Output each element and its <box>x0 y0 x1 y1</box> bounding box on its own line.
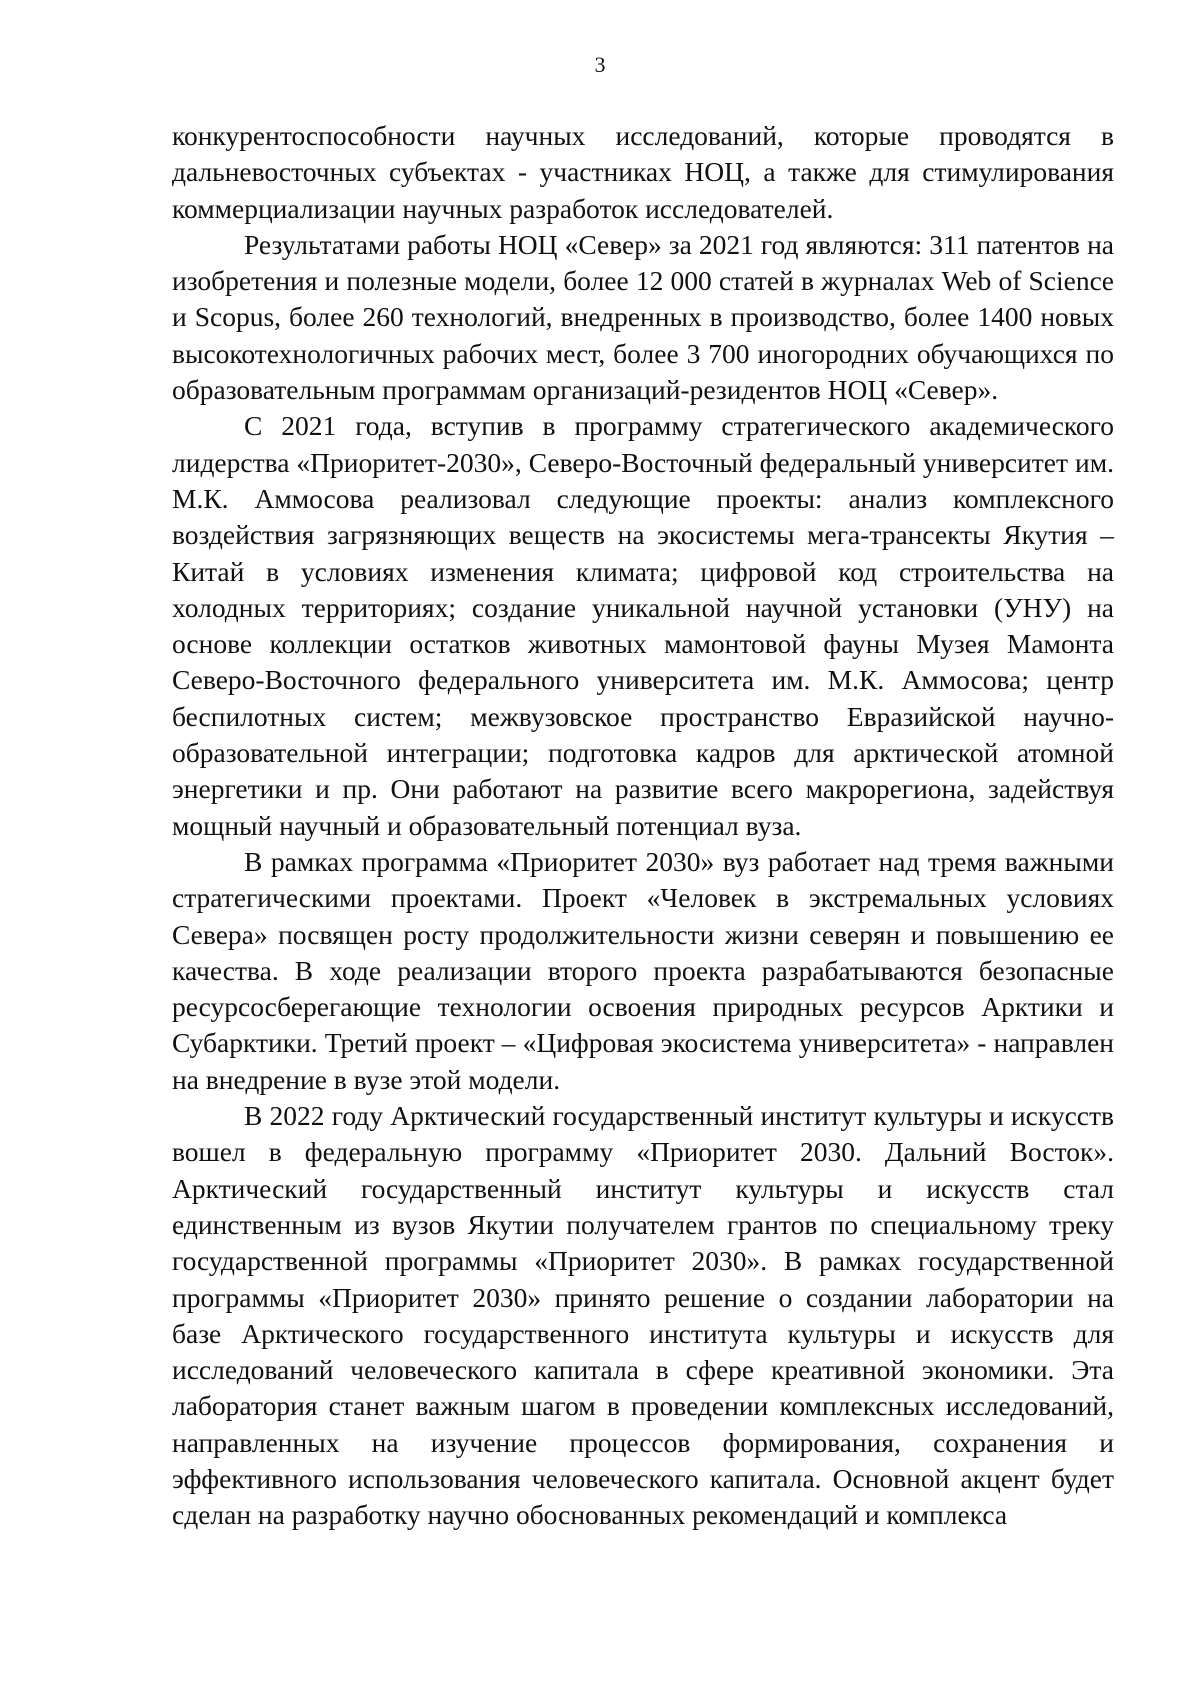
paragraph-priority-2030-projects: В рамках программа «Приоритет 2030» вуз работает над тремя важными стратегическими проектами. Проект «Человек в экстремальных условиях Севера» посвящен росту продолжительности жизни северян и повышению ее качества. В ходе реализации второго проекта разрабатываются безопасные ресурсосберегающие технологии освоения природных ресурсов Арктики и Субарктики. Третий проект – «Цифровая экосистема университета» - направлен на внедрение в вузе этой модели. <box>172 845 1114 1095</box>
document-body <box>172 118 1114 1534</box>
paragraph-svfu-projects: С 2021 года, вступив в программу стратегического академического лидерства «Приоритет-2030», Северо-Восточный федеральный университет им. М.К. Аммосова реализовал следующие проекты: анализ комплексного воздействия загрязняющих веществ на экосистемы мега-трансекты Якутия – Китай в условиях изменения климата; цифровой код строительства на холодных территориях; создание уникальной научной установки (УНУ) на основе коллекции остатков животных мамонтовой фауны Музея Мамонта Северо-Восточного федерального университета им. М.К. Аммосова; центр беспилотных систем; межвузовское пространство Евразийской научно-образовательной интеграции; подготовка кадров для арктической атомной энергетики и пр. Они работают на развитие всего макрорегиона, задействуя мощный научный и образовательный потенциал вуза. <box>172 410 1114 841</box>
page-number: 3 <box>594 52 606 77</box>
paragraph-arctic-institute-culture: В 2022 году Арктический государственный институт культуры и искусств вошел в федеральную программу «Приоритет 2030. Дальний Восток». Арктический государственный институт культуры и искусств стал единственным из вузов Якутии получателем грантов по специальному треку государственной программы «Приоритет 2030». В рамках государственной программы «Приоритет 2030» принято решение о создании лаборатории на базе Арктического государственного института культуры и искусств для исследований человеческого капитала в сфере креативной экономики. Эта лаборатория станет важным шагом в проведении комплексных исследований, направленных на изучение процессов формирования, сохранения и эффективного использования человеческого капитала. Основной акцент будет сделан на разработку научно обоснованных рекомендаций и комплекса <box>172 1100 1114 1531</box>
paragraph-continued-text: конкурентоспособности научных исследований, которые проводятся в дальневосточных субъектах - участниках НОЦ, а также для стимулирования коммерциализации научных разработок исследователей. <box>172 120 1114 224</box>
paragraph-noc-sever-results: Результатами работы НОЦ «Север» за 2021 год являются: 311 патентов на изобретения и полезные модели, более 12 000 статей в журналах Web of Science и Scopus, более 260 технологий, внедренных в производство, более 1400 новых высокотехнологичных рабочих мест, более 3 700 иногородних обучающихся по образовательным программам организаций-резидентов НОЦ «Север». <box>172 228 1114 406</box>
